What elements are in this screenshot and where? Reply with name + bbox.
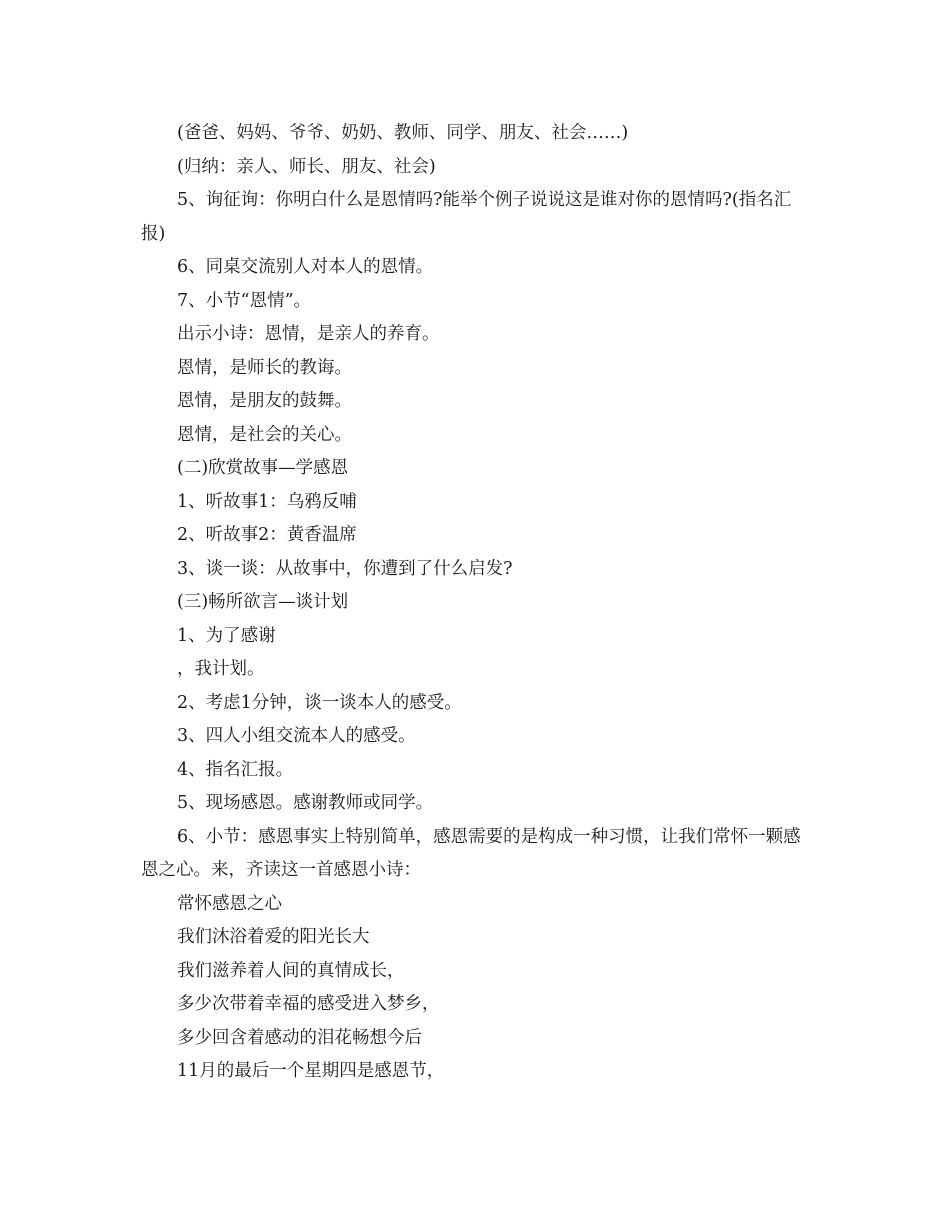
section-heading: (三)畅所欲言—谈计划 [177, 592, 349, 612]
text-line: 恩情，是师长的教诲。 [177, 357, 352, 378]
text-line: (归纳：亲人、师长、朋友、社会) [177, 156, 436, 177]
text-line: 恩情，是社会的关心。 [177, 424, 352, 445]
text-line: 3、四人小组交流本人的感受。 [177, 726, 416, 746]
poem-title: 常怀感恩之心 [177, 893, 282, 914]
text-line: 2、考虑1分钟，谈一谈本人的感受。 [177, 692, 462, 713]
poem-line: 多少回含着感动的泪花畅想今后 [177, 1027, 422, 1048]
text-line: (爸爸、妈妈、爷爷、奶奶、教师、同学、朋友、社会……) [177, 123, 629, 143]
poem-line: 我们滋养着人间的真情成长， [177, 960, 405, 981]
text-line: 6、小节：感恩事实上特别简单，感恩需要的是构成一种习惯，让我们常怀一颗感恩之心。来，齐读这一首感恩小诗： [141, 826, 801, 880]
poem-line: 我们沐浴着爱的阳光长大 [177, 927, 370, 947]
text-line: 恩情，是朋友的鼓舞。 [177, 391, 352, 411]
poem-line: 11月的最后一个星期四是感恩节， [177, 1061, 445, 1081]
text-line: 5、现场感恩。感谢教师或同学。 [177, 793, 434, 813]
text-line: 6、同桌交流别人对本人的恩情。 [177, 257, 434, 277]
poem-line: 多少次带着幸福的感受进入梦乡， [177, 994, 440, 1014]
text-line: 5、询征询：你明白什么是恩情吗?能举个例子说说这是谁对你的恩情吗?(指名汇报) [141, 190, 792, 244]
document-body [141, 117, 813, 1089]
text-line: 7、小节“恩情”。 [177, 290, 312, 311]
text-line: 2、听故事2：黄香温席 [177, 525, 357, 545]
section-heading: (二)欣赏故事—学感恩 [177, 458, 349, 478]
text-line: 1、为了感谢 [177, 625, 276, 646]
text-line: 3、谈一谈：从故事中，你遭到了什么启发? [177, 558, 513, 579]
text-line: 1、听故事1：乌鸦反哺 [177, 491, 357, 512]
text-line: ，我计划。 [177, 659, 265, 679]
text-line: 出示小诗：恩情，是亲人的养育。 [177, 324, 440, 344]
text-line: 4、指名汇报。 [177, 759, 294, 780]
